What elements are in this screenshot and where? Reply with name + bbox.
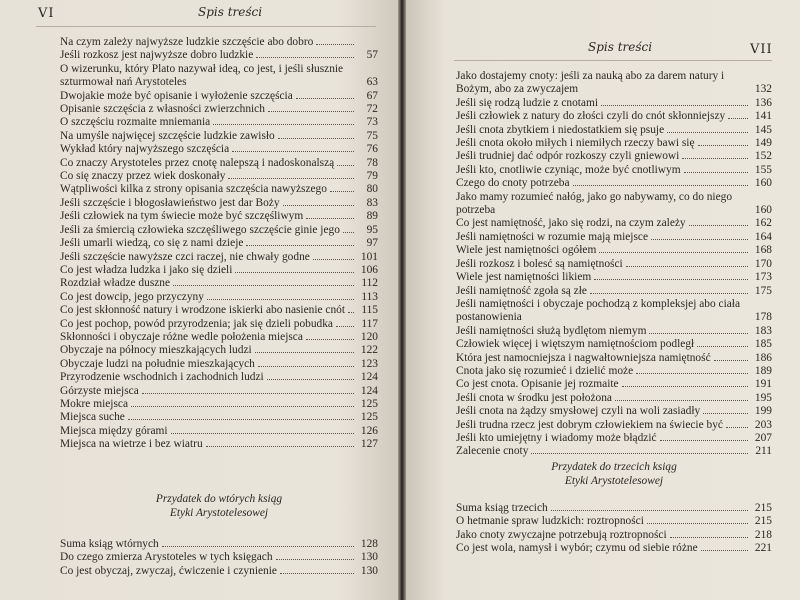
dot-leader bbox=[232, 151, 354, 152]
dot-leader bbox=[714, 360, 748, 361]
toc-entry-title: Jako dostajemy cnoty: jeśli za nauką abo za darem natury i Bożym, abo za zwyczajem bbox=[456, 70, 725, 96]
toc-entry bbox=[456, 338, 772, 351]
dot-leader bbox=[313, 259, 354, 260]
toc-entry-page: 83 bbox=[366, 196, 378, 209]
toc-entry bbox=[456, 432, 772, 445]
toc-entry-title: Suma ksiąg trzecich bbox=[456, 502, 548, 514]
toc-entry-title: Zalecenie cnoty bbox=[456, 445, 529, 458]
book-gutter bbox=[398, 0, 406, 600]
toc-entry bbox=[60, 116, 378, 129]
toc-entry-title: Jeśli namiętność zgoła są złe bbox=[456, 284, 587, 297]
dot-leader bbox=[173, 285, 354, 286]
toc-entry-title: Na czym zależy najwyższe ludzkie szczęście abo dobro bbox=[60, 36, 314, 48]
toc-entry bbox=[60, 398, 378, 411]
toc-entry-title: Co jest namiętność, jako się rodzi, na czym zależy bbox=[456, 217, 686, 230]
toc-entry bbox=[60, 90, 378, 103]
toc-entry bbox=[60, 425, 378, 438]
toc-entry-page: 149 bbox=[754, 137, 772, 150]
toc-entry-page: 128 bbox=[360, 538, 378, 550]
toc-entry-title: Co jest skłonność natury i wrodzone iskierki abo nasienie cnót bbox=[60, 304, 346, 317]
toc-entry-title: Jeśli rozkosz i bolesć są namiętności bbox=[456, 257, 623, 270]
toc-entry bbox=[456, 217, 772, 230]
toc-entry-title: Jeśli trudniej dać odpór rozkoszy czyli gniewowi bbox=[456, 150, 680, 163]
toc-entry-page: 195 bbox=[754, 391, 772, 404]
toc-entry-title: Obyczaje ludzi na południe mieszkających bbox=[60, 357, 255, 370]
toc-entry bbox=[60, 318, 378, 331]
toc-entry-title: Miejsca między górami bbox=[60, 424, 168, 437]
toc-entry bbox=[60, 224, 378, 237]
dot-leader bbox=[276, 559, 354, 560]
toc-entry-page: 132 bbox=[754, 83, 772, 96]
dot-leader bbox=[343, 232, 354, 233]
toc-entry bbox=[60, 385, 378, 398]
toc-entry-title: Co jest wola, namysł i wybór; czymu od siebie różne bbox=[456, 542, 698, 555]
dot-leader bbox=[278, 138, 354, 139]
toc-entry-page: 162 bbox=[754, 217, 772, 230]
toc-entry-title: Jeśli namiętności służą bydlętom niemym bbox=[456, 324, 647, 337]
toc-entry-title: Jeśli szczęście nawyższe czci raczej, nie chwały godne bbox=[60, 250, 310, 263]
toc-entry bbox=[60, 210, 378, 223]
toc-entry bbox=[60, 304, 378, 317]
toc-entry-page: 122 bbox=[360, 344, 378, 357]
appendix-list bbox=[456, 502, 772, 556]
dot-leader bbox=[615, 400, 748, 401]
toc-entry-page: 63 bbox=[366, 76, 378, 89]
toc-entry-page: 80 bbox=[366, 183, 378, 196]
right-toc-list bbox=[456, 70, 772, 459]
left-appendix bbox=[60, 492, 378, 578]
toc-entry bbox=[60, 183, 378, 196]
toc-entry bbox=[456, 70, 772, 97]
toc-entry-title: Jeśli cnota zbytkiem i niedostatkiem się psuje bbox=[456, 123, 665, 136]
toc-entry-page: 115 bbox=[361, 304, 378, 317]
toc-entry bbox=[60, 237, 378, 250]
dot-leader bbox=[128, 419, 354, 420]
toc-entry bbox=[456, 231, 772, 244]
toc-entry-title: Jako mamy rozumieć nałóg, jako go nabywamy, co do niego potrzeba bbox=[456, 190, 733, 217]
toc-entry-page: 97 bbox=[366, 237, 378, 250]
dot-leader bbox=[684, 172, 748, 173]
dot-leader bbox=[171, 433, 354, 434]
toc-entry-page: 199 bbox=[754, 405, 772, 418]
toc-entry-page: 218 bbox=[754, 528, 772, 541]
toc-entry-page: 155 bbox=[754, 163, 772, 176]
left-running-head: Spis treści bbox=[198, 5, 263, 19]
toc-entry-title: Wykład który najwyższego szczęścia bbox=[60, 143, 230, 156]
toc-entry bbox=[60, 291, 378, 304]
toc-entry bbox=[60, 551, 378, 564]
dot-leader bbox=[689, 225, 748, 226]
dot-leader bbox=[283, 205, 354, 206]
toc-entry-title: Dwojakie może być opisanie i wyłożenie szczęścia bbox=[60, 89, 293, 102]
dot-leader bbox=[235, 272, 354, 273]
toc-entry bbox=[456, 271, 772, 284]
toc-entry-page: 75 bbox=[366, 129, 378, 142]
toc-entry-title: Co jest władza ludzka i jako się dzieli bbox=[60, 263, 233, 276]
right-page bbox=[406, 0, 800, 600]
toc-entry-title: O hetmanie spraw ludzkich: roztropności bbox=[456, 515, 644, 528]
dot-leader bbox=[599, 252, 748, 253]
toc-entry-title: Która jest namocniejsza i nagwałtowniejsza namiętność bbox=[456, 351, 711, 364]
toc-entry-page: 126 bbox=[360, 424, 378, 437]
toc-entry-title: Jeśli cnota około miłych i niemiłych rzeczy bawi się bbox=[456, 137, 695, 150]
toc-entry-page: 145 bbox=[754, 123, 772, 136]
toc-entry-page: 211 bbox=[755, 445, 772, 458]
toc-entry bbox=[456, 164, 772, 177]
toc-entry-page: 125 bbox=[360, 397, 378, 410]
dot-leader bbox=[330, 191, 354, 192]
dot-leader bbox=[594, 279, 748, 280]
toc-entry-page: 152 bbox=[754, 150, 772, 163]
toc-entry-page: 160 bbox=[754, 204, 772, 217]
toc-entry bbox=[60, 438, 378, 451]
toc-entry-page: 89 bbox=[366, 210, 378, 223]
toc-entry-title: Wiele jest namiętności likiem bbox=[456, 271, 592, 284]
toc-entry-title: Skłonności i obyczaje różne wedle położenia miejsca bbox=[60, 330, 303, 343]
dot-leader bbox=[590, 293, 748, 294]
dot-leader bbox=[660, 440, 748, 441]
toc-entry bbox=[60, 371, 378, 384]
toc-entry bbox=[456, 244, 772, 257]
dot-leader bbox=[280, 573, 354, 574]
toc-entry-page: 106 bbox=[360, 263, 378, 276]
toc-entry-title: Wątpliwości kilka z strony opisania szczęścia nawyższego bbox=[60, 183, 327, 196]
toc-entry-title: Miejsca suche bbox=[60, 411, 125, 424]
toc-entry-page: 117 bbox=[361, 317, 378, 330]
toc-entry-page: 168 bbox=[754, 244, 772, 257]
toc-entry bbox=[60, 49, 378, 62]
toc-entry-title: Co znaczy Arystoteles przez cnotę nalepszą i nadoskonalszą bbox=[60, 156, 335, 169]
toc-entry-title: Wiele jest namiętności ogółem bbox=[456, 244, 597, 257]
toc-entry-page: 221 bbox=[754, 542, 772, 555]
toc-entry-page: 178 bbox=[754, 311, 772, 324]
appendix-title: Przydatek do trzecich ksiąg bbox=[551, 461, 677, 473]
toc-entry-page: 130 bbox=[360, 551, 378, 564]
dot-leader bbox=[667, 132, 748, 133]
toc-entry-page: 124 bbox=[360, 384, 378, 397]
dot-leader bbox=[726, 427, 748, 428]
toc-entry bbox=[60, 538, 378, 551]
dot-leader bbox=[246, 245, 354, 246]
toc-entry-page: 72 bbox=[366, 103, 378, 116]
toc-entry-title: Cnota jako się rozumieć i dzielić może bbox=[456, 364, 634, 377]
toc-entry-page: 215 bbox=[754, 515, 772, 528]
dot-leader bbox=[228, 178, 354, 179]
toc-entry-title: O szczęściu rozmaite mniemania bbox=[60, 116, 211, 129]
toc-entry bbox=[456, 352, 772, 365]
toc-entry bbox=[60, 36, 378, 49]
toc-entry bbox=[60, 565, 378, 578]
toc-entry-page: 123 bbox=[360, 357, 378, 370]
left-toc-list bbox=[60, 36, 378, 452]
dot-leader bbox=[551, 510, 748, 511]
toc-entry bbox=[456, 405, 772, 418]
toc-entry bbox=[456, 285, 772, 298]
toc-entry bbox=[456, 515, 772, 528]
toc-entry-title: Co jest obyczaj, zwyczaj, ćwiczenie i czynienie bbox=[60, 564, 277, 577]
toc-entry-page: 113 bbox=[361, 290, 378, 303]
toc-entry-title: Co jest pochop, powód przyrodzenia; jak się dzieli pobudka bbox=[60, 317, 333, 330]
toc-entry-page: 164 bbox=[754, 230, 772, 243]
appendix-subtitle: Etyki Arystotelesowej bbox=[169, 507, 269, 519]
toc-entry bbox=[456, 110, 772, 123]
toc-entry-page: 186 bbox=[754, 351, 772, 364]
toc-entry-title: Jeśli człowiek z natury do złości czyli do cnót skłonniejszy bbox=[456, 110, 726, 123]
dot-leader bbox=[701, 550, 748, 551]
toc-entry-title: Mokre miejsca bbox=[60, 397, 129, 410]
toc-entry bbox=[456, 97, 772, 110]
toc-entry bbox=[456, 392, 772, 405]
toc-entry-page: 73 bbox=[366, 116, 378, 129]
header-rule bbox=[36, 26, 376, 27]
toc-entry-title: Jeśli cnota w środku jest położona bbox=[456, 391, 612, 404]
toc-entry bbox=[456, 502, 772, 515]
toc-entry-page: 101 bbox=[360, 250, 378, 263]
toc-entry-title: Suma ksiąg wtórnych bbox=[60, 538, 159, 550]
toc-entry-title: Jeśli się rodzą ludzie z cnotami bbox=[456, 96, 599, 109]
toc-entry-title: Obyczaje na północy mieszkających ludzi bbox=[60, 344, 252, 357]
toc-entry bbox=[60, 157, 378, 170]
toc-entry-title: Miejsca na wietrze i bez wiatru bbox=[60, 438, 203, 451]
dot-leader bbox=[142, 393, 354, 394]
toc-entry-title: Jeśli namiętności i obyczaje pochodzą z kompleksjej abo ciała postanowienia bbox=[456, 297, 741, 324]
dot-leader bbox=[131, 406, 354, 407]
toc-entry bbox=[60, 103, 378, 116]
toc-entry-title: Co się znaczy przez wiek doskonały bbox=[60, 170, 226, 183]
toc-entry-page: 136 bbox=[754, 96, 772, 109]
toc-entry bbox=[456, 542, 772, 555]
dot-leader bbox=[601, 105, 748, 106]
toc-entry-page: 170 bbox=[754, 257, 772, 270]
toc-entry bbox=[456, 191, 772, 218]
toc-entry-page: 215 bbox=[754, 502, 772, 514]
toc-entry-page: 95 bbox=[366, 223, 378, 236]
dot-leader bbox=[622, 386, 748, 387]
toc-entry-title: Jeśli kto, cnotliwie czyniąc, może być cnotliwym bbox=[456, 163, 681, 176]
dot-leader bbox=[697, 346, 748, 347]
toc-entry bbox=[60, 170, 378, 183]
dot-leader bbox=[651, 239, 748, 240]
toc-entry bbox=[60, 264, 378, 277]
dot-leader bbox=[162, 546, 354, 547]
dot-leader bbox=[682, 158, 748, 159]
dot-leader bbox=[531, 453, 748, 454]
dot-leader bbox=[649, 333, 748, 334]
left-page bbox=[0, 0, 398, 600]
toc-entry bbox=[456, 137, 772, 150]
toc-entry-title: Jako cnoty zwyczajne potrzebują roztropności bbox=[456, 528, 667, 541]
toc-entry bbox=[60, 63, 378, 90]
appendix-subtitle: Etyki Arystotelesowej bbox=[564, 475, 664, 487]
toc-entry bbox=[60, 251, 378, 264]
header-rule bbox=[454, 60, 772, 61]
dot-leader bbox=[306, 339, 354, 340]
toc-entry-title: Jeśli za śmiercią człowieka szczęśliwego szczęście ginie jego bbox=[60, 223, 340, 236]
toc-entry-title: Przyrodzenie wschodnich i zachodnich ludzi bbox=[60, 371, 264, 384]
toc-entry-page: 141 bbox=[754, 110, 772, 123]
toc-entry-page: 79 bbox=[366, 170, 378, 183]
toc-entry bbox=[456, 419, 772, 432]
dot-leader bbox=[647, 523, 748, 524]
toc-entry-page: 160 bbox=[754, 177, 772, 190]
dot-leader bbox=[268, 111, 354, 112]
dot-leader bbox=[698, 145, 748, 146]
toc-entry-title: Opisanie szczęścia z własności zwierzchnich bbox=[60, 103, 265, 116]
toc-entry-page: 189 bbox=[754, 364, 772, 377]
toc-entry-title: O wizerunku, który Plato nazywał ideą, co jest, i jeśli słusznie szturmował nań Arystoteles bbox=[60, 62, 344, 89]
toc-entry-page: 124 bbox=[360, 371, 378, 384]
toc-entry bbox=[456, 258, 772, 271]
toc-entry bbox=[456, 177, 772, 190]
toc-entry bbox=[456, 529, 772, 542]
toc-entry bbox=[60, 331, 378, 344]
toc-entry-page: 203 bbox=[754, 418, 772, 431]
dot-leader bbox=[258, 366, 354, 367]
dot-leader bbox=[267, 379, 354, 380]
toc-entry-title: Czego do cnoty potrzeba bbox=[456, 177, 570, 190]
dot-leader bbox=[213, 124, 354, 125]
toc-entry bbox=[60, 411, 378, 424]
dot-leader bbox=[728, 118, 748, 119]
toc-entry-title: Człowiek więcej i więtszym namiętnościom podległ bbox=[456, 338, 695, 351]
toc-entry-page: 127 bbox=[360, 438, 378, 451]
appendix-list bbox=[60, 538, 378, 578]
toc-entry-title: Górzyste miejsca bbox=[60, 384, 139, 397]
right-appendix bbox=[456, 460, 772, 556]
toc-entry bbox=[456, 365, 772, 378]
toc-entry bbox=[456, 150, 772, 163]
toc-entry bbox=[456, 378, 772, 391]
toc-entry-title: Jeśli umarli wiedzą, co się z nami dzieje bbox=[60, 237, 244, 250]
toc-entry-title: Jeśli kto umiejętny i wiadomy może błądzić bbox=[456, 431, 657, 444]
dot-leader bbox=[296, 98, 354, 99]
appendix-title: Przydatek do wtórych ksiąg bbox=[155, 493, 283, 505]
toc-entry-page: 57 bbox=[366, 49, 378, 62]
toc-entry-title: Jeśli człowiek na tym świecie może być szczęśliwym bbox=[60, 210, 304, 223]
right-running-head: Spis treści bbox=[588, 40, 653, 54]
dot-leader bbox=[256, 57, 354, 58]
dot-leader bbox=[207, 299, 354, 300]
toc-entry-page: 185 bbox=[754, 338, 772, 351]
toc-entry-page: 78 bbox=[366, 156, 378, 169]
dot-leader bbox=[573, 185, 748, 186]
toc-entry-title: Do czego zmierza Arystoteles w tych księgach bbox=[60, 551, 273, 564]
dot-leader bbox=[336, 326, 354, 327]
dot-leader bbox=[337, 165, 354, 166]
toc-entry-page: 183 bbox=[754, 324, 772, 337]
toc-entry-page: 175 bbox=[754, 284, 772, 297]
toc-entry-title: Jeśli trudna rzecz jest dobrym człowiekiem na świecie być bbox=[456, 418, 723, 431]
left-page-number: VI bbox=[38, 6, 55, 21]
dot-leader bbox=[670, 537, 748, 538]
right-page-number: VII bbox=[750, 42, 773, 57]
toc-entry-page: 120 bbox=[360, 330, 378, 343]
toc-entry-title: Jeśli szczęście i błogosławieństwo jest dar Boży bbox=[60, 196, 280, 209]
toc-entry-title: Jeśli namiętności w rozumie mają miejsce bbox=[456, 230, 649, 243]
dot-leader bbox=[206, 446, 354, 447]
toc-entry-title: Co jest dowcip, jego przyczyny bbox=[60, 290, 204, 303]
toc-entry-page: 112 bbox=[361, 277, 378, 290]
dot-leader bbox=[255, 352, 354, 353]
dot-leader bbox=[306, 218, 354, 219]
toc-entry bbox=[60, 358, 378, 371]
dot-leader bbox=[316, 44, 354, 45]
dot-leader bbox=[703, 413, 748, 414]
toc-entry bbox=[60, 143, 378, 156]
toc-entry-page: 130 bbox=[360, 564, 378, 577]
dot-leader bbox=[636, 373, 748, 374]
toc-entry-title: Rozdział władze duszne bbox=[60, 277, 171, 290]
toc-entry bbox=[60, 130, 378, 143]
toc-entry-page: 76 bbox=[366, 143, 378, 156]
toc-entry-page: 67 bbox=[366, 89, 378, 102]
toc-entry bbox=[456, 124, 772, 137]
toc-entry-page: 173 bbox=[754, 271, 772, 284]
toc-entry-page: 191 bbox=[754, 378, 772, 391]
toc-entry-title: Co jest cnota. Opisanie jej rozmaite bbox=[456, 378, 619, 391]
toc-entry-title: Jeśli cnota na żądzy smysłowej czyli na woli zasiadły bbox=[456, 405, 701, 418]
toc-entry bbox=[60, 197, 378, 210]
dot-leader bbox=[626, 266, 748, 267]
toc-entry-page: 125 bbox=[360, 411, 378, 424]
toc-entry-page: 207 bbox=[754, 431, 772, 444]
toc-entry bbox=[456, 445, 772, 458]
toc-entry bbox=[456, 325, 772, 338]
toc-entry bbox=[456, 298, 772, 325]
toc-entry bbox=[60, 344, 378, 357]
toc-entry-title: Jeśli rozkosz jest najwyższe dobro ludzkie bbox=[60, 49, 254, 62]
toc-entry bbox=[60, 277, 378, 290]
toc-entry-title: Na umyśle najwięcej szczęście ludzkie zawisło bbox=[60, 129, 275, 142]
